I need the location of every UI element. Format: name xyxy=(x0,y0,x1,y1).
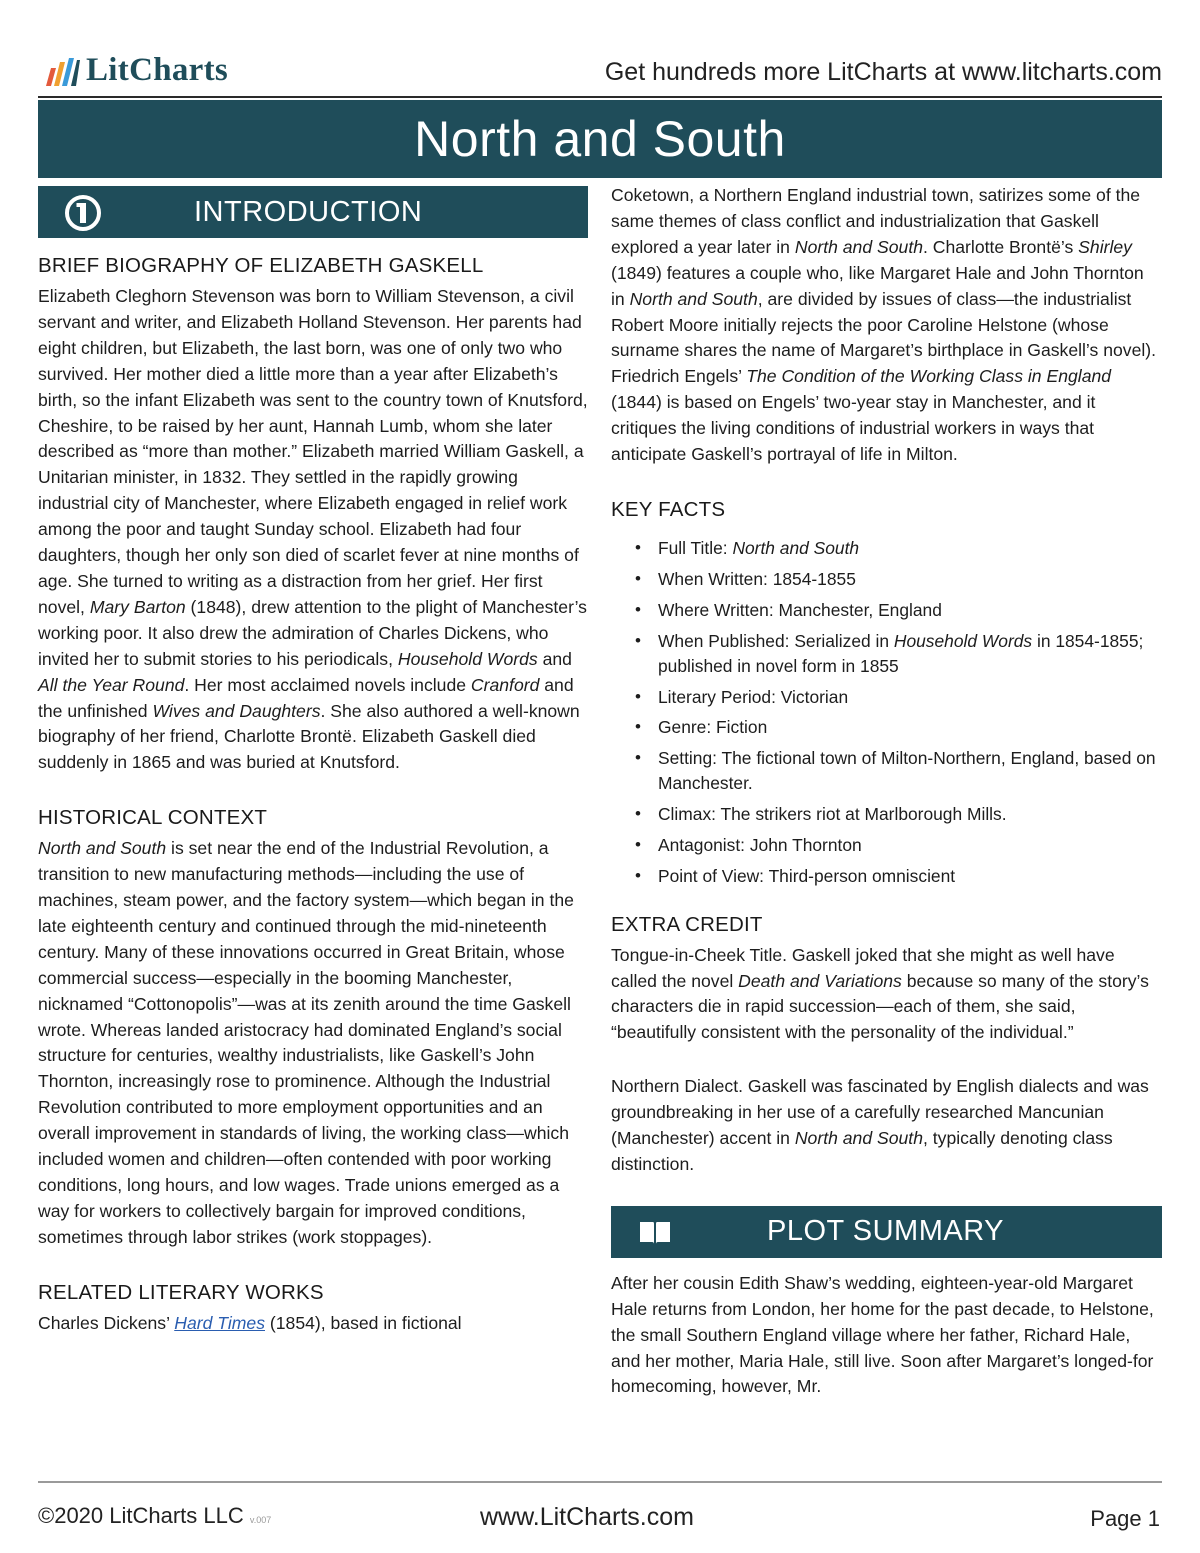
hard-times-link[interactable]: Hard Times xyxy=(174,1312,265,1333)
logo-text: LitCharts xyxy=(86,52,229,88)
plot-summary-paragraph: After her cousin Edith Shaw’s wedding, eighteen-year-old Margaret Hale returns from London, her home for the past decade, to Helstone, the small Southern England village where her father, Richard Hale, and her mother, Maria Hale, still live. Soon after Margaret’s longed-for homecoming, however, Mr. xyxy=(611,1272,1154,1397)
extra-credit-heading: EXTRA CREDIT xyxy=(611,912,763,936)
fact-climax: • Climax: The strikers riot at Marlborough Mills. xyxy=(611,802,1162,827)
historical-heading: HISTORICAL CONTEXT xyxy=(38,806,268,830)
header-divider xyxy=(38,96,1162,98)
header-tagline[interactable]: Get hundreds more LitCharts at www.litcharts.com xyxy=(604,58,1162,86)
right-column xyxy=(611,186,1162,1400)
fact-when-published: • When Published: Serialized in Household Words in 1854-1855; published in novel form in 1855 xyxy=(611,629,1162,678)
key-facts-heading: KEY FACTS xyxy=(611,497,726,521)
left-column xyxy=(38,186,588,1337)
extra-credit-dialect-paragraph: Northern Dialect. Gaskell was fascinated by English dialects and was groundbreaking in her use of a carefully researched Mancunian (Manchester) accent in North and South, typically denoting class distinction. xyxy=(611,1076,1149,1174)
footer-copyright: ©2020 LitCharts LLC v.007 xyxy=(38,1503,272,1528)
fact-antagonist: • Antagonist: John Thornton xyxy=(611,833,1162,858)
footer-divider xyxy=(38,1481,1162,1483)
bio-paragraph: Elizabeth Cleghorn Stevenson was born to William Stevenson, a civil servant and writer, and Elizabeth Holland Stevenson. Her parents had eight children, but Elizabeth, the last born, was one of only two who survived. Her mother died a little more than a year after Elizabeth’s birth, so the infant Elizabeth was sent to the country town of Knutsford, Cheshire, to be raised by her aunt, Hannah Lumb, whom she later described as “more than mother.” Elizabeth married William Gaskell, a Unitarian minister, in 1832. They settled in the rapidly growing industrial city of Manchester, where Elizabeth engaged in relief work among the poor and taught Sunday school. Elizabeth had four daughters, though her only son died of scarlet fever at nine months of age. She turned to writing as a distraction from her grief. Her first novel, Mary Barton (1848), drew attention to the plight of Manchester’s working poor. It also drew the admiration of Charles Dickens, who invited her to submit stories to his periodicals, Household Words and All the Year Round. Her most acclaimed novels include Cranford and the unfinished Wives and Daughters. She also authored a well-known biography of her friend, Charlotte Brontë. Elizabeth Gaskell died suddenly in 1865 and was buried at Knutsford. xyxy=(38,286,588,773)
historical-paragraph: North and South is set near the end of the Industrial Revolution, a transition to new manufacturing methods—including the use of machines, steam power, and the factory system—which began in the late eighteenth century and continued through the mid-nineteenth century. Many of these innovations occurred in Great Britain, whose commercial success—especially in the booming Manchester, nicknamed “Cottonopolis”—was at its zenith around the time Gaskell wrote. Whereas landed aristocracy had dominated England’s social structure for centuries, wealthy industrialists, like Gaskell’s John Thornton, increasingly rose to prominence. Although the Industrial Revolution contributed to more employment opportunities and an overall improvement in standards of living, the working class—which included women and children—often contended with poor working conditions, long hours, and low wages. Trade unions emerged as a way for workers to collectively bargain for improved conditions, sometimes through labor strikes (work stoppages). xyxy=(38,838,574,1247)
page-title: North and South xyxy=(414,111,786,167)
book-icon xyxy=(637,1215,673,1251)
info-icon xyxy=(64,194,102,232)
plot-summary-banner xyxy=(611,1206,1162,1258)
title-banner xyxy=(38,100,1162,178)
plot-summary-label: PLOT SUMMARY xyxy=(767,1215,1004,1248)
page-number: Page 1 xyxy=(1090,1506,1160,1531)
bio-heading: BRIEF BIOGRAPHY OF ELIZABETH GASKELL xyxy=(38,254,484,277)
fact-when-written: • When Written: 1854-1855 xyxy=(611,567,1162,592)
fact-literary-period: • Literary Period: Victorian xyxy=(611,685,1162,710)
logo-bars-icon xyxy=(44,56,80,86)
related-works-paragraph-continued: Coketown, a Northern England industrial town, satirizes some of the same themes of class conflict and industrialization that Gaskell explored a year later in North and South. Charlotte Brontë’s Shirley (1849) features a couple who, like Margaret Hale and John Thornton in North and South, are divided by issues of class—the industrialist Robert Moore initially rejects the poor Caroline Helstone (whose surname shares the name of Margaret’s birthplace in Gaskell’s novel). Friedrich Engels’ The Condition of the Working Class in England (1844) is based on Engels’ two-year stay in Manchester, and it critiques the living conditions of industrial workers in ways that anticipate Gaskell’s portrayal of life in Milton. xyxy=(611,185,1157,465)
version-label: v.007 xyxy=(249,1515,272,1525)
footer-site-link[interactable]: www.LitCharts.com xyxy=(480,1503,694,1531)
related-works-paragraph-start: Charles Dickens’ Hard Times (1854), based in fictional xyxy=(38,1312,462,1333)
extra-credit-title-paragraph: Tongue-in-Cheek Title. Gaskell joked that she might as well have called the novel Death and Variations because so many of the story’s characters die in rapid succession—each of them, she said, “beautifully consistent with the personality of the individual.” xyxy=(611,944,1149,1043)
fact-genre: • Genre: Fiction xyxy=(611,715,1162,740)
litcharts-logo[interactable] xyxy=(44,52,228,89)
fact-full-title: • Full Title: North and South xyxy=(611,536,1162,561)
fact-point-of-view: • Point of View: Third-person omniscient xyxy=(611,864,1162,889)
fact-setting: • Setting: The fictional town of Milton-Northern, England, based on Manchester. xyxy=(611,746,1162,795)
introduction-label: INTRODUCTION xyxy=(194,195,423,228)
page-header xyxy=(38,50,1162,96)
fact-where-written: • Where Written: Manchester, England xyxy=(611,598,1162,623)
related-works-heading: RELATED LITERARY WORKS xyxy=(38,1280,324,1304)
key-facts-list xyxy=(611,536,1162,889)
introduction-banner xyxy=(38,186,588,238)
